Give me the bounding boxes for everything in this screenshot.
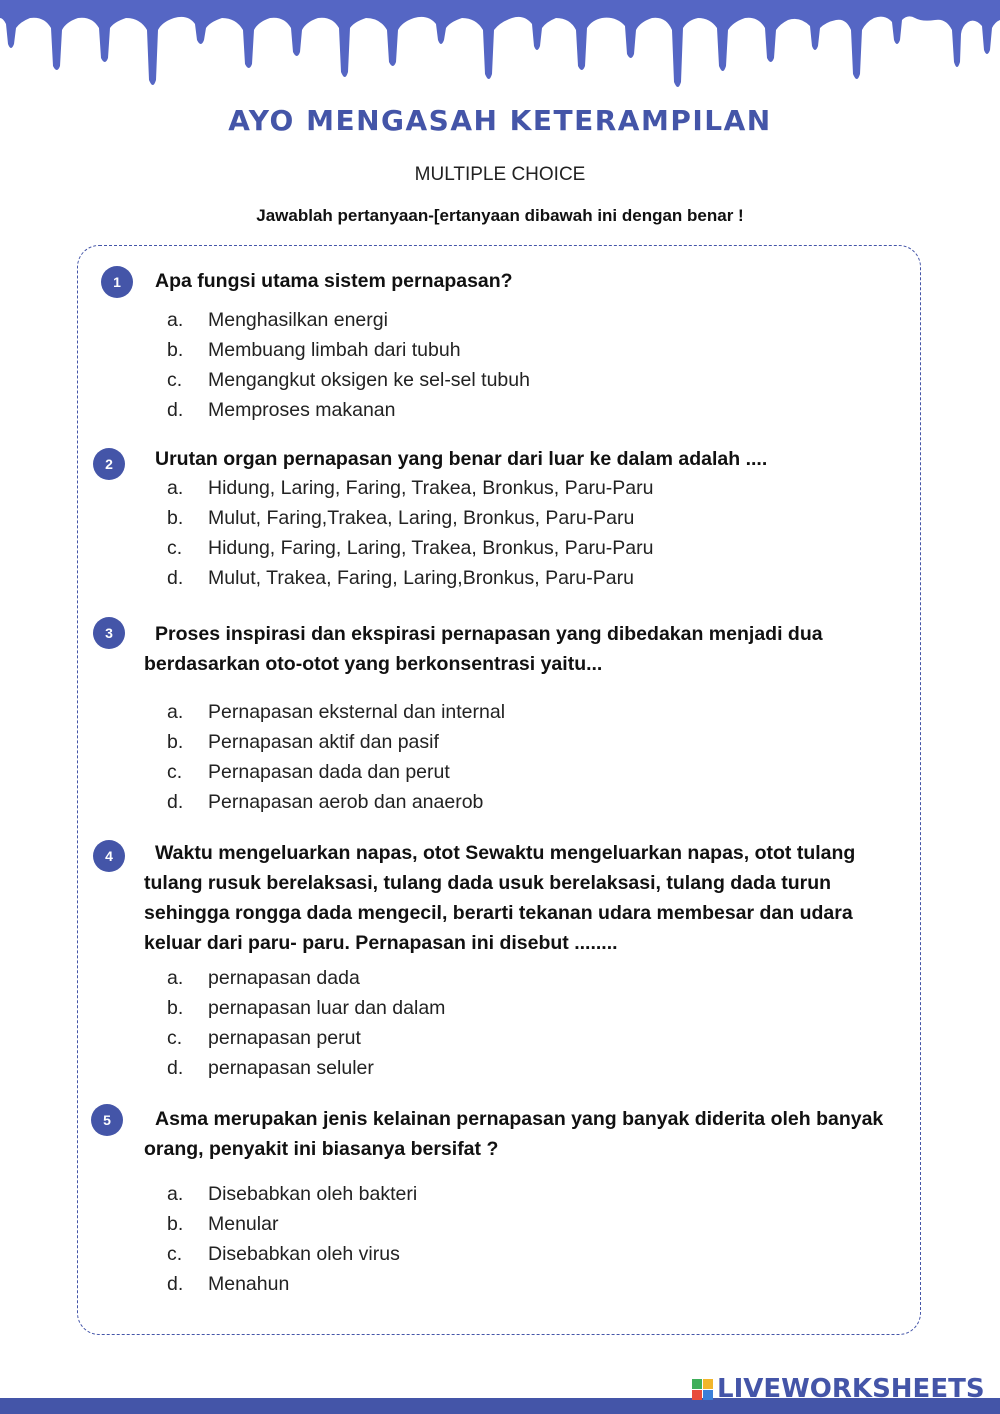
question-number-badge: 1 (101, 266, 133, 298)
option-d[interactable] (167, 1053, 374, 1083)
option-c[interactable] (167, 365, 530, 395)
option-letter: c. (167, 537, 183, 559)
option-b[interactable] (167, 993, 445, 1023)
option-letter: c. (167, 1027, 183, 1049)
question-text: Apa fungsi utama sistem pernapasan? (155, 270, 513, 292)
question-text: Waktu mengeluarkan napas, otot Sewaktu mengeluarkan napas, otot tulang tulang rusuk berelaksasi, tulang dada usuk berelaksasi, tulang dada turun sehingga rongga dada mengecil, berarti tekanan udara membesar dan udara keluar dari paru- paru. Pernapasan ini disebut ........ (144, 842, 856, 954)
option-text: pernapasan luar dan dalam (208, 997, 446, 1019)
option-text: Menular (208, 1213, 279, 1235)
logo-text: LIVEWORKSHEETS (717, 1374, 985, 1404)
option-a[interactable] (167, 305, 388, 335)
option-text: Mulut, Trakea, Faring, Laring,Bronkus, Paru-Paru (208, 567, 634, 589)
option-b[interactable] (167, 503, 634, 533)
option-text: pernapasan seluler (208, 1057, 374, 1079)
question-text: Urutan organ pernapasan yang benar dari luar ke dalam adalah .... (155, 448, 768, 470)
option-c[interactable] (167, 1239, 400, 1269)
option-letter: a. (167, 967, 184, 989)
option-b[interactable] (167, 727, 439, 757)
question-text: Asma merupakan jenis kelainan pernapasan yang banyak diderita oleh banyak orang, penyakit ini biasanya bersifat ? (144, 1108, 884, 1160)
option-a[interactable] (167, 697, 505, 727)
page-title: AYO MENGASAH KETERAMPILAN (228, 104, 772, 137)
option-letter: a. (167, 1183, 184, 1205)
option-a[interactable] (167, 1179, 417, 1209)
option-text: Mengangkut oksigen ke sel-sel tubuh (208, 369, 530, 391)
option-text: Memproses makanan (208, 399, 396, 421)
option-letter: a. (167, 477, 184, 499)
option-letter: b. (167, 731, 184, 753)
option-text: pernapasan dada (208, 967, 360, 989)
option-letter: d. (167, 1057, 184, 1079)
option-letter: d. (167, 1273, 184, 1295)
question-text: Proses inspirasi dan ekspirasi pernapasan yang dibedakan menjadi dua berdasarkan oto-otot yang berkonsentrasi yaitu... (144, 623, 823, 675)
option-d[interactable] (167, 787, 483, 817)
option-letter: b. (167, 1213, 184, 1235)
option-text: Mulut, Faring,Trakea, Laring, Bronkus, Paru-Paru (208, 507, 635, 529)
option-letter: c. (167, 1243, 183, 1265)
option-letter: a. (167, 309, 184, 331)
option-text: Pernapasan aktif dan pasif (208, 731, 439, 753)
liveworksheets-logo[interactable] (692, 1374, 985, 1404)
option-c[interactable] (167, 1023, 361, 1053)
liveworksheets-logo-icon (692, 1379, 713, 1400)
option-letter: c. (167, 761, 183, 783)
option-d[interactable] (167, 395, 396, 425)
option-text: Hidung, Faring, Laring, Trakea, Bronkus, Paru-Paru (208, 537, 654, 559)
option-c[interactable] (167, 757, 450, 787)
option-a[interactable] (167, 963, 360, 993)
option-text: Pernapasan aerob dan anaerob (208, 791, 484, 813)
option-letter: d. (167, 567, 184, 589)
option-letter: a. (167, 701, 184, 723)
option-letter: d. (167, 399, 184, 421)
option-d[interactable] (167, 1269, 289, 1299)
option-letter: b. (167, 997, 184, 1019)
paint-drip-header (0, 0, 1000, 95)
question-number-badge: 4 (93, 840, 125, 872)
option-a[interactable] (167, 473, 653, 503)
option-text: Disebabkan oleh bakteri (208, 1183, 418, 1205)
instruction-text: Jawablah pertanyaan-[ertanyaan dibawah ini dengan benar ! (256, 206, 744, 225)
option-text: pernapasan perut (208, 1027, 361, 1049)
option-letter: c. (167, 369, 183, 391)
option-d[interactable] (167, 563, 634, 593)
option-letter: b. (167, 339, 184, 361)
option-c[interactable] (167, 533, 653, 563)
option-text: Pernapasan dada dan perut (208, 761, 450, 783)
option-b[interactable] (167, 335, 461, 365)
option-letter: b. (167, 507, 184, 529)
option-text: Pernapasan eksternal dan internal (208, 701, 506, 723)
option-b[interactable] (167, 1209, 278, 1239)
option-text: Disebabkan oleh virus (208, 1243, 400, 1265)
option-text: Hidung, Laring, Faring, Trakea, Bronkus, Paru-Paru (208, 477, 654, 499)
paint-drip-shape (0, 0, 1000, 87)
option-text: Menghasilkan energi (208, 309, 388, 331)
question-number-badge: 5 (91, 1104, 123, 1136)
question-number-badge: 3 (93, 617, 125, 649)
option-letter: d. (167, 791, 184, 813)
option-text: Menahun (208, 1273, 290, 1295)
option-text: Membuang limbah dari tubuh (208, 339, 461, 361)
page-subtitle: MULTIPLE CHOICE (414, 164, 586, 185)
question-number-badge: 2 (93, 448, 125, 480)
